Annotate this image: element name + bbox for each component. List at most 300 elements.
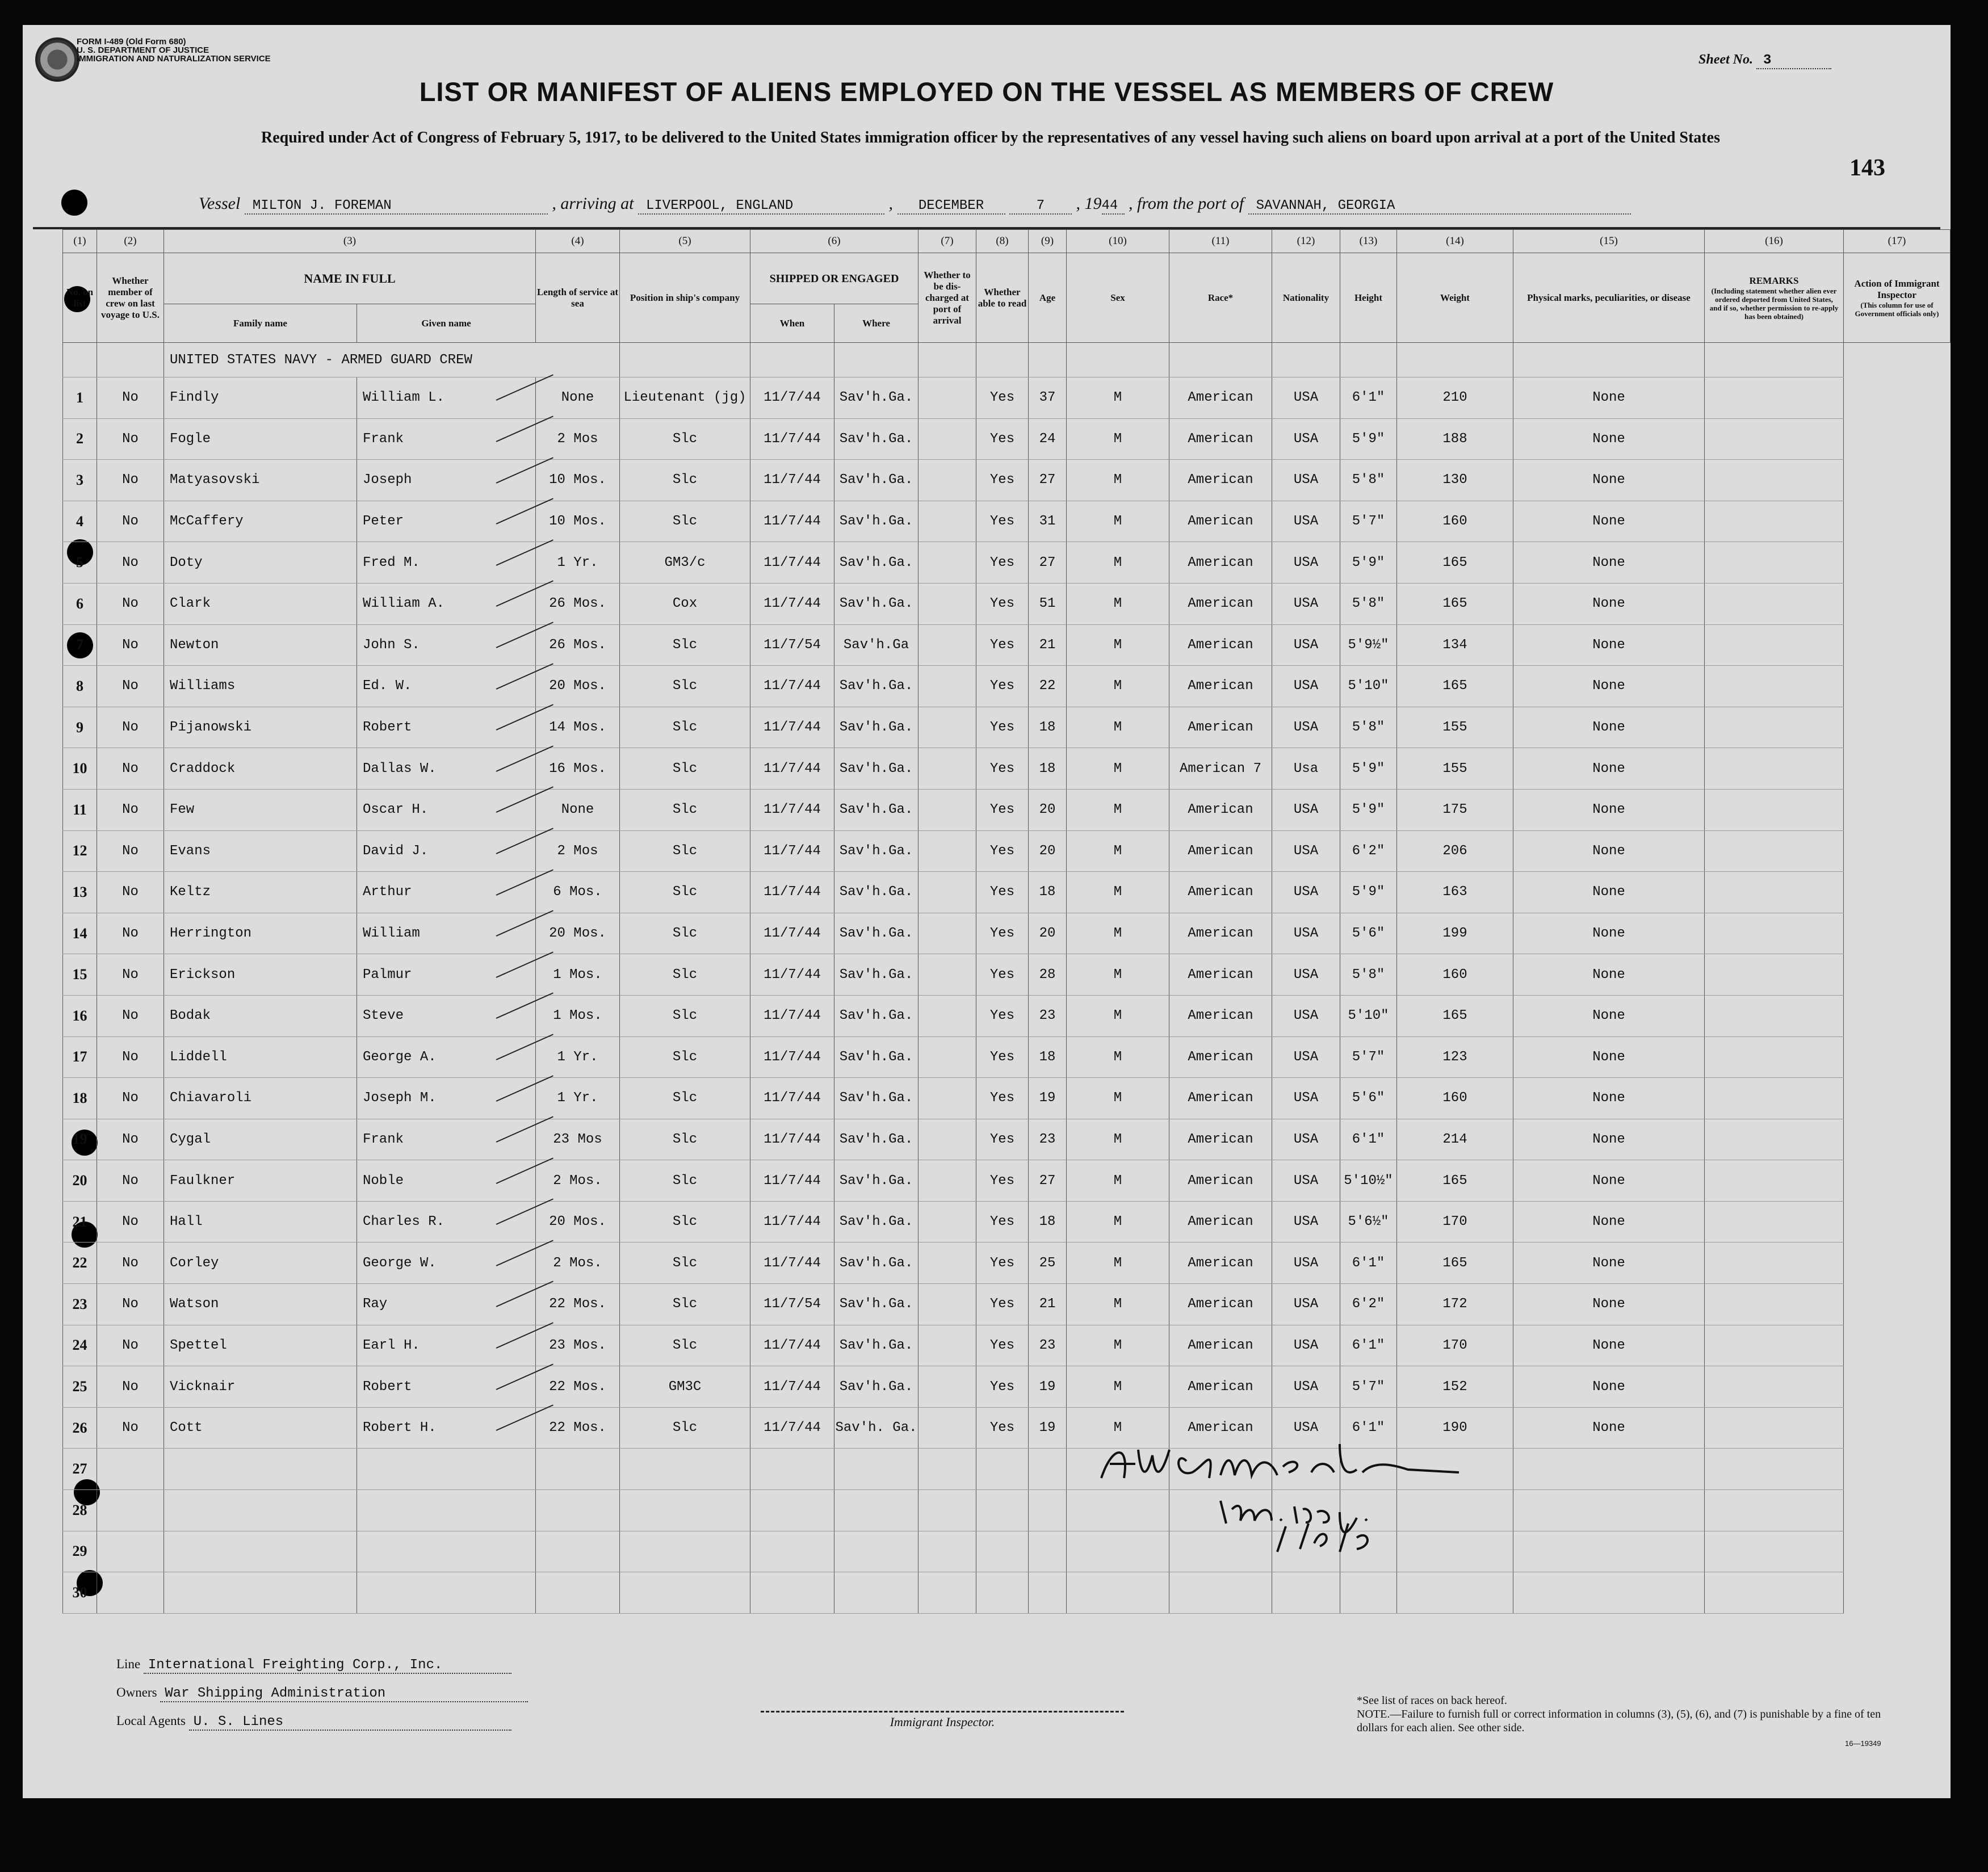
- given-name-cell: Dallas W.: [357, 748, 536, 790]
- remarks-cell: [1705, 1036, 1844, 1078]
- empty-cell: [357, 1531, 536, 1572]
- race-cell: American: [1169, 1243, 1272, 1284]
- position-cell: Slc: [620, 1243, 750, 1284]
- family-name-cell: Newton: [164, 624, 357, 666]
- agents-value: U. S. Lines: [189, 1714, 511, 1731]
- able-to-read-cell: Yes: [976, 1407, 1029, 1449]
- nationality-cell: USA: [1272, 707, 1340, 748]
- shipped-when-cell: 11/7/44: [750, 789, 834, 830]
- row-number: 22: [63, 1243, 97, 1284]
- footer-agents-row: [116, 1714, 511, 1731]
- family-name-cell: Chiavaroli: [164, 1078, 357, 1119]
- shipped-where-cell: Sav'h.Ga.: [834, 377, 918, 419]
- row-number: 7: [63, 624, 97, 666]
- age-cell: 18: [1029, 1036, 1067, 1078]
- row-number: 26: [63, 1407, 97, 1449]
- physical-marks-cell: None: [1513, 624, 1705, 666]
- position-cell: Slc: [620, 872, 750, 913]
- crew-manifest-table: [62, 229, 1951, 1614]
- shipped-when-cell: 11/7/44: [750, 1036, 834, 1078]
- shipped-where-cell: Sav'h.Ga.: [834, 542, 918, 584]
- vessel-line: Vessel MILTON J. FOREMAN , arriving at LIVERPOOL, ENGLAND , DECEMBER 7 , 1944 , from the port of SAVANNAH, GEORGIA: [199, 194, 1631, 215]
- position-cell: Slc: [620, 1201, 750, 1243]
- remarks-cell: [1705, 995, 1844, 1036]
- weight-cell: 160: [1397, 954, 1513, 996]
- discharged-cell: [918, 913, 976, 954]
- header-when: When: [750, 304, 834, 343]
- sex-cell: M: [1067, 707, 1169, 748]
- service-length-cell: 2 Mos.: [536, 1243, 620, 1284]
- header-physical-marks: Physical marks, peculiarities, or disease: [1513, 253, 1705, 343]
- remarks-cell: [1705, 872, 1844, 913]
- age-cell: 21: [1029, 624, 1067, 666]
- given-name-cell: William L.: [357, 377, 536, 419]
- sex-cell: M: [1067, 377, 1169, 419]
- header-position: Position in ship's company: [620, 253, 750, 343]
- remarks-cell: [1705, 1078, 1844, 1119]
- header-nationality: Nationality: [1272, 253, 1340, 343]
- crew-row: [63, 460, 1951, 501]
- shipped-when-cell: 11/7/54: [750, 1284, 834, 1325]
- given-name-cell: Fred M.: [357, 542, 536, 584]
- given-name-cell: Palmur: [357, 954, 536, 996]
- blank-row: [63, 1449, 1951, 1490]
- line-value: International Freighting Corp., Inc.: [144, 1657, 511, 1674]
- service-length-cell: 2 Mos: [536, 830, 620, 872]
- header-age: Age: [1029, 253, 1067, 343]
- empty-cell: [536, 1449, 620, 1490]
- column-number: (15): [1513, 230, 1705, 253]
- race-cell: American: [1169, 872, 1272, 913]
- given-name-cell: Joseph M.: [357, 1078, 536, 1119]
- discharged-cell: [918, 748, 976, 790]
- able-to-read-cell: Yes: [976, 666, 1029, 707]
- row-number: 17: [63, 1036, 97, 1078]
- given-name-cell: Joseph: [357, 460, 536, 501]
- able-to-read-cell: Yes: [976, 1201, 1029, 1243]
- sex-cell: M: [1067, 418, 1169, 460]
- immigrant-inspector-line: Immigrant Inspector.: [761, 1711, 1124, 1730]
- age-cell: 51: [1029, 583, 1067, 624]
- arriving-at: LIVERPOOL, ENGLAND: [638, 198, 884, 215]
- row-number: 21: [63, 1201, 97, 1243]
- height-cell: 5'9": [1340, 789, 1397, 830]
- age-cell: 22: [1029, 666, 1067, 707]
- service-length-cell: 6 Mos.: [536, 872, 620, 913]
- race-cell: American: [1169, 789, 1272, 830]
- position-cell: Slc: [620, 418, 750, 460]
- crew-row: [63, 583, 1951, 624]
- service-length-cell: None: [536, 377, 620, 419]
- shipped-where-cell: Sav'h.Ga.: [834, 748, 918, 790]
- empty-cell: [750, 1449, 834, 1490]
- empty-cell: [620, 1490, 750, 1531]
- able-to-read-cell: Yes: [976, 913, 1029, 954]
- able-to-read-cell: Yes: [976, 830, 1029, 872]
- physical-marks-cell: None: [1513, 830, 1705, 872]
- position-cell: Slc: [620, 666, 750, 707]
- last-voyage-cell: No: [97, 1160, 164, 1202]
- shipped-when-cell: 11/7/54: [750, 624, 834, 666]
- crew-row: [63, 418, 1951, 460]
- footer-note-block: [1357, 1694, 1896, 1735]
- physical-marks-cell: None: [1513, 1078, 1705, 1119]
- position-cell: Slc: [620, 1407, 750, 1449]
- able-to-read-cell: Yes: [976, 583, 1029, 624]
- height-cell: 5'8": [1340, 460, 1397, 501]
- discharged-cell: [918, 1119, 976, 1160]
- weight-cell: 165: [1397, 1160, 1513, 1202]
- empty-cell: [1169, 1572, 1272, 1614]
- shipped-when-cell: 11/7/44: [750, 1407, 834, 1449]
- service-length-cell: 1 Yr.: [536, 1036, 620, 1078]
- empty-cell: [976, 1572, 1029, 1614]
- last-voyage-cell: No: [97, 1284, 164, 1325]
- family-name-cell: Matyasovski: [164, 460, 357, 501]
- section-title: UNITED STATES NAVY - ARMED GUARD CREW: [164, 343, 620, 377]
- shipped-where-cell: Sav'h.Ga.: [834, 830, 918, 872]
- able-to-read-cell: Yes: [976, 460, 1029, 501]
- nationality-cell: USA: [1272, 1201, 1340, 1243]
- shipped-where-cell: Sav'h.Ga.: [834, 1284, 918, 1325]
- given-name-cell: Robert H.: [357, 1407, 536, 1449]
- empty-cell: [1272, 1572, 1340, 1614]
- empty-cell: [1513, 1531, 1705, 1572]
- age-cell: 18: [1029, 1201, 1067, 1243]
- position-cell: Slc: [620, 954, 750, 996]
- shipped-when-cell: 11/7/44: [750, 830, 834, 872]
- header-height: Height: [1340, 253, 1397, 343]
- age-cell: 19: [1029, 1407, 1067, 1449]
- header-remarks: [1705, 253, 1844, 343]
- height-cell: 5'6": [1340, 913, 1397, 954]
- age-cell: 37: [1029, 377, 1067, 419]
- age-cell: 23: [1029, 1325, 1067, 1366]
- nationality-cell: USA: [1272, 1036, 1340, 1078]
- sex-cell: M: [1067, 872, 1169, 913]
- last-voyage-cell: No: [97, 501, 164, 542]
- discharged-cell: [918, 377, 976, 419]
- race-cell: American: [1169, 954, 1272, 996]
- arrival-month: DECEMBER: [897, 198, 1005, 215]
- empty-cell: [750, 1531, 834, 1572]
- empty-cell: [976, 1531, 1029, 1572]
- row-number: 18: [63, 1078, 97, 1119]
- owners-value: War Shipping Administration: [160, 1686, 528, 1702]
- form-number: FORM I-489 (Old Form 680): [77, 37, 186, 47]
- crew-row: [63, 624, 1951, 666]
- position-cell: Slc: [620, 460, 750, 501]
- position-cell: Slc: [620, 789, 750, 830]
- last-voyage-cell: No: [97, 377, 164, 419]
- physical-marks-cell: None: [1513, 1325, 1705, 1366]
- race-cell: American: [1169, 542, 1272, 584]
- given-name-cell: Robert: [357, 707, 536, 748]
- shipped-where-cell: Sav'h.Ga.: [834, 1036, 918, 1078]
- family-name-cell: McCaffery: [164, 501, 357, 542]
- service-length-cell: 20 Mos.: [536, 913, 620, 954]
- inspector-signature: [1090, 1410, 1476, 1558]
- age-cell: 27: [1029, 1160, 1067, 1202]
- given-name-cell: George W.: [357, 1243, 536, 1284]
- shipped-when-cell: 11/7/44: [750, 954, 834, 996]
- empty-cell: [97, 1449, 164, 1490]
- crew-row: [63, 1325, 1951, 1366]
- remarks-cell: [1705, 377, 1844, 419]
- header-given-name: Given name: [357, 304, 536, 343]
- header-where: Where: [834, 304, 918, 343]
- service-length-cell: 2 Mos: [536, 418, 620, 460]
- position-cell: Slc: [620, 501, 750, 542]
- weight-cell: 172: [1397, 1284, 1513, 1325]
- physical-marks-cell: None: [1513, 789, 1705, 830]
- position-cell: Slc: [620, 913, 750, 954]
- sheet-number: [1698, 52, 1831, 69]
- document-title: LIST OR MANIFEST OF ALIENS EMPLOYED ON THE VESSEL AS MEMBERS OF CREW: [419, 77, 1554, 107]
- physical-marks-cell: None: [1513, 1366, 1705, 1408]
- last-voyage-cell: No: [97, 707, 164, 748]
- crew-row: [63, 830, 1951, 872]
- race-cell: American: [1169, 377, 1272, 419]
- discharged-cell: [918, 954, 976, 996]
- column-number: (10): [1067, 230, 1169, 253]
- punch-hole: [61, 190, 87, 216]
- service-length-cell: None: [536, 789, 620, 830]
- empty-cell: [834, 1490, 918, 1531]
- height-cell: 5'10": [1340, 995, 1397, 1036]
- family-name-cell: Liddell: [164, 1036, 357, 1078]
- remarks-cell: [1705, 542, 1844, 584]
- row-number: 11: [63, 789, 97, 830]
- row-number: 23: [63, 1284, 97, 1325]
- empty-cell: [750, 1490, 834, 1531]
- remarks-cell: [1705, 1243, 1844, 1284]
- age-cell: 19: [1029, 1078, 1067, 1119]
- race-cell: American: [1169, 1325, 1272, 1366]
- age-cell: 24: [1029, 418, 1067, 460]
- given-name-cell: John S.: [357, 624, 536, 666]
- physical-marks-cell: None: [1513, 872, 1705, 913]
- weight-cell: 155: [1397, 707, 1513, 748]
- owners-label: Owners: [116, 1685, 157, 1699]
- physical-marks-cell: None: [1513, 1243, 1705, 1284]
- from-label: , from the port of: [1129, 194, 1244, 213]
- form-agency-block: [77, 37, 304, 63]
- race-cell: American: [1169, 1284, 1272, 1325]
- remarks-cell: [1705, 1366, 1844, 1408]
- crew-row: [63, 1284, 1951, 1325]
- able-to-read-cell: Yes: [976, 1366, 1029, 1408]
- race-cell: American: [1169, 1078, 1272, 1119]
- shipped-when-cell: 11/7/44: [750, 666, 834, 707]
- able-to-read-cell: Yes: [976, 501, 1029, 542]
- height-cell: 6'1": [1340, 377, 1397, 419]
- age-cell: 18: [1029, 748, 1067, 790]
- shipped-when-cell: 11/7/44: [750, 542, 834, 584]
- header-able-to-read: Whether able to read: [976, 253, 1029, 343]
- remarks-cell: [1705, 1119, 1844, 1160]
- header-no-on-list: No. on list: [63, 253, 97, 343]
- shipped-when-cell: 11/7/44: [750, 418, 834, 460]
- header-discharged: Whether to be dis-charged at port of arrival: [918, 253, 976, 343]
- able-to-read-cell: Yes: [976, 1078, 1029, 1119]
- weight-cell: 206: [1397, 830, 1513, 872]
- empty-cell: [1513, 1572, 1705, 1614]
- empty-cell: [536, 1531, 620, 1572]
- given-name-cell: William A.: [357, 583, 536, 624]
- column-number: (6): [750, 230, 918, 253]
- crew-row: [63, 1160, 1951, 1202]
- from-port: SAVANNAH, GEORGIA: [1248, 198, 1631, 215]
- crew-row: [63, 377, 1951, 419]
- shipped-when-cell: 11/7/44: [750, 1243, 834, 1284]
- service-length-cell: 23 Mos.: [536, 1325, 620, 1366]
- arrival-day: 7: [1009, 198, 1072, 215]
- empty-cell: [1397, 1572, 1513, 1614]
- shipped-when-cell: 11/7/44: [750, 460, 834, 501]
- family-name-cell: Cygal: [164, 1119, 357, 1160]
- column-number: (16): [1705, 230, 1844, 253]
- height-cell: 5'10": [1340, 666, 1397, 707]
- crew-row: [63, 1201, 1951, 1243]
- weight-cell: 210: [1397, 377, 1513, 419]
- able-to-read-cell: Yes: [976, 1119, 1029, 1160]
- nationality-cell: USA: [1272, 501, 1340, 542]
- discharged-cell: [918, 872, 976, 913]
- remarks-title: REMARKS: [1749, 275, 1799, 286]
- given-name-cell: Frank: [357, 1119, 536, 1160]
- weight-cell: 130: [1397, 460, 1513, 501]
- last-voyage-cell: No: [97, 830, 164, 872]
- position-cell: GM3C: [620, 1366, 750, 1408]
- shipped-where-cell: Sav'h.Ga.: [834, 789, 918, 830]
- family-name-cell: Watson: [164, 1284, 357, 1325]
- sex-cell: M: [1067, 995, 1169, 1036]
- column-number: (11): [1169, 230, 1272, 253]
- family-name-cell: Erickson: [164, 954, 357, 996]
- height-cell: 5'8": [1340, 583, 1397, 624]
- last-voyage-cell: No: [97, 624, 164, 666]
- shipped-where-cell: Sav'h.Ga.: [834, 913, 918, 954]
- empty-cell: [834, 1449, 918, 1490]
- sex-cell: M: [1067, 1284, 1169, 1325]
- discharged-cell: [918, 1366, 976, 1408]
- empty-cell: [164, 1531, 357, 1572]
- shipped-where-cell: Sav'h.Ga.: [834, 501, 918, 542]
- family-name-cell: Fogle: [164, 418, 357, 460]
- position-cell: Slc: [620, 1119, 750, 1160]
- height-cell: 6'1": [1340, 1119, 1397, 1160]
- age-cell: 25: [1029, 1243, 1067, 1284]
- age-cell: 27: [1029, 542, 1067, 584]
- arrival-year: 44: [1102, 198, 1125, 215]
- last-voyage-cell: No: [97, 1325, 164, 1366]
- shipped-when-cell: 11/7/44: [750, 1160, 834, 1202]
- able-to-read-cell: Yes: [976, 1036, 1029, 1078]
- discharged-cell: [918, 1284, 976, 1325]
- nationality-cell: USA: [1272, 460, 1340, 501]
- empty-cell: [918, 1490, 976, 1531]
- section-row: [63, 343, 1951, 377]
- manifest-sheet: [23, 25, 1951, 1798]
- fine-note: NOTE.—Failure to furnish full or correct information in columns (3), (5), (6), and (7) is punishable by a fine of ten dollars for each alien. See other side.: [1357, 1708, 1881, 1734]
- column-number: (13): [1340, 230, 1397, 253]
- footer-line-row: [116, 1657, 511, 1674]
- service-length-cell: 20 Mos.: [536, 666, 620, 707]
- weight-cell: 170: [1397, 1201, 1513, 1243]
- races-note: *See list of races on back hereof.: [1357, 1694, 1507, 1707]
- physical-marks-cell: None: [1513, 1119, 1705, 1160]
- age-cell: 20: [1029, 830, 1067, 872]
- empty-cell: [1513, 1490, 1705, 1531]
- remarks-cell: [1705, 1325, 1844, 1366]
- shipped-where-cell: Sav'h.Ga.: [834, 1325, 918, 1366]
- empty-cell: [164, 1449, 357, 1490]
- column-number: (7): [918, 230, 976, 253]
- shipped-when-cell: 11/7/44: [750, 995, 834, 1036]
- remarks-cell: [1705, 1201, 1844, 1243]
- last-voyage-cell: No: [97, 460, 164, 501]
- able-to-read-cell: Yes: [976, 707, 1029, 748]
- given-name-cell: Peter: [357, 501, 536, 542]
- last-voyage-cell: No: [97, 1366, 164, 1408]
- given-name-cell: Oscar H.: [357, 789, 536, 830]
- age-cell: 20: [1029, 789, 1067, 830]
- weight-cell: 165: [1397, 666, 1513, 707]
- race-cell: American: [1169, 624, 1272, 666]
- shipped-where-cell: Sav'h.Ga.: [834, 707, 918, 748]
- remarks-cell: [1705, 583, 1844, 624]
- vessel-label: Vessel: [199, 194, 241, 213]
- family-name-cell: Evans: [164, 830, 357, 872]
- physical-marks-cell: None: [1513, 748, 1705, 790]
- department-seal: [35, 37, 79, 82]
- crew-rows: [63, 343, 1951, 1614]
- physical-marks-cell: None: [1513, 542, 1705, 584]
- shipped-when-cell: 11/7/44: [750, 1119, 834, 1160]
- weight-cell: 163: [1397, 872, 1513, 913]
- age-cell: 21: [1029, 1284, 1067, 1325]
- empty-cell: [1705, 1572, 1844, 1614]
- nationality-cell: USA: [1272, 954, 1340, 996]
- age-cell: 23: [1029, 1119, 1067, 1160]
- remarks-cell: [1705, 789, 1844, 830]
- remarks-cell: [1705, 707, 1844, 748]
- shipped-when-cell: 11/7/44: [750, 1366, 834, 1408]
- shipped-when-cell: 11/7/44: [750, 707, 834, 748]
- sex-cell: M: [1067, 1160, 1169, 1202]
- empty-cell: [1340, 1572, 1397, 1614]
- family-name-cell: Corley: [164, 1243, 357, 1284]
- row-number: 4: [63, 501, 97, 542]
- sex-cell: M: [1067, 1119, 1169, 1160]
- able-to-read-cell: Yes: [976, 624, 1029, 666]
- nationality-cell: Usa: [1272, 748, 1340, 790]
- sex-cell: M: [1067, 1407, 1169, 1449]
- last-voyage-cell: No: [97, 666, 164, 707]
- row-number: 10: [63, 748, 97, 790]
- weight-cell: 165: [1397, 995, 1513, 1036]
- sex-cell: M: [1067, 1243, 1169, 1284]
- service-length-cell: 22 Mos.: [536, 1407, 620, 1449]
- year-prefix: , 19: [1076, 194, 1102, 213]
- race-cell: American: [1169, 1201, 1272, 1243]
- family-name-cell: Clark: [164, 583, 357, 624]
- able-to-read-cell: Yes: [976, 789, 1029, 830]
- column-number: (8): [976, 230, 1029, 253]
- physical-marks-cell: None: [1513, 501, 1705, 542]
- weight-cell: 160: [1397, 1078, 1513, 1119]
